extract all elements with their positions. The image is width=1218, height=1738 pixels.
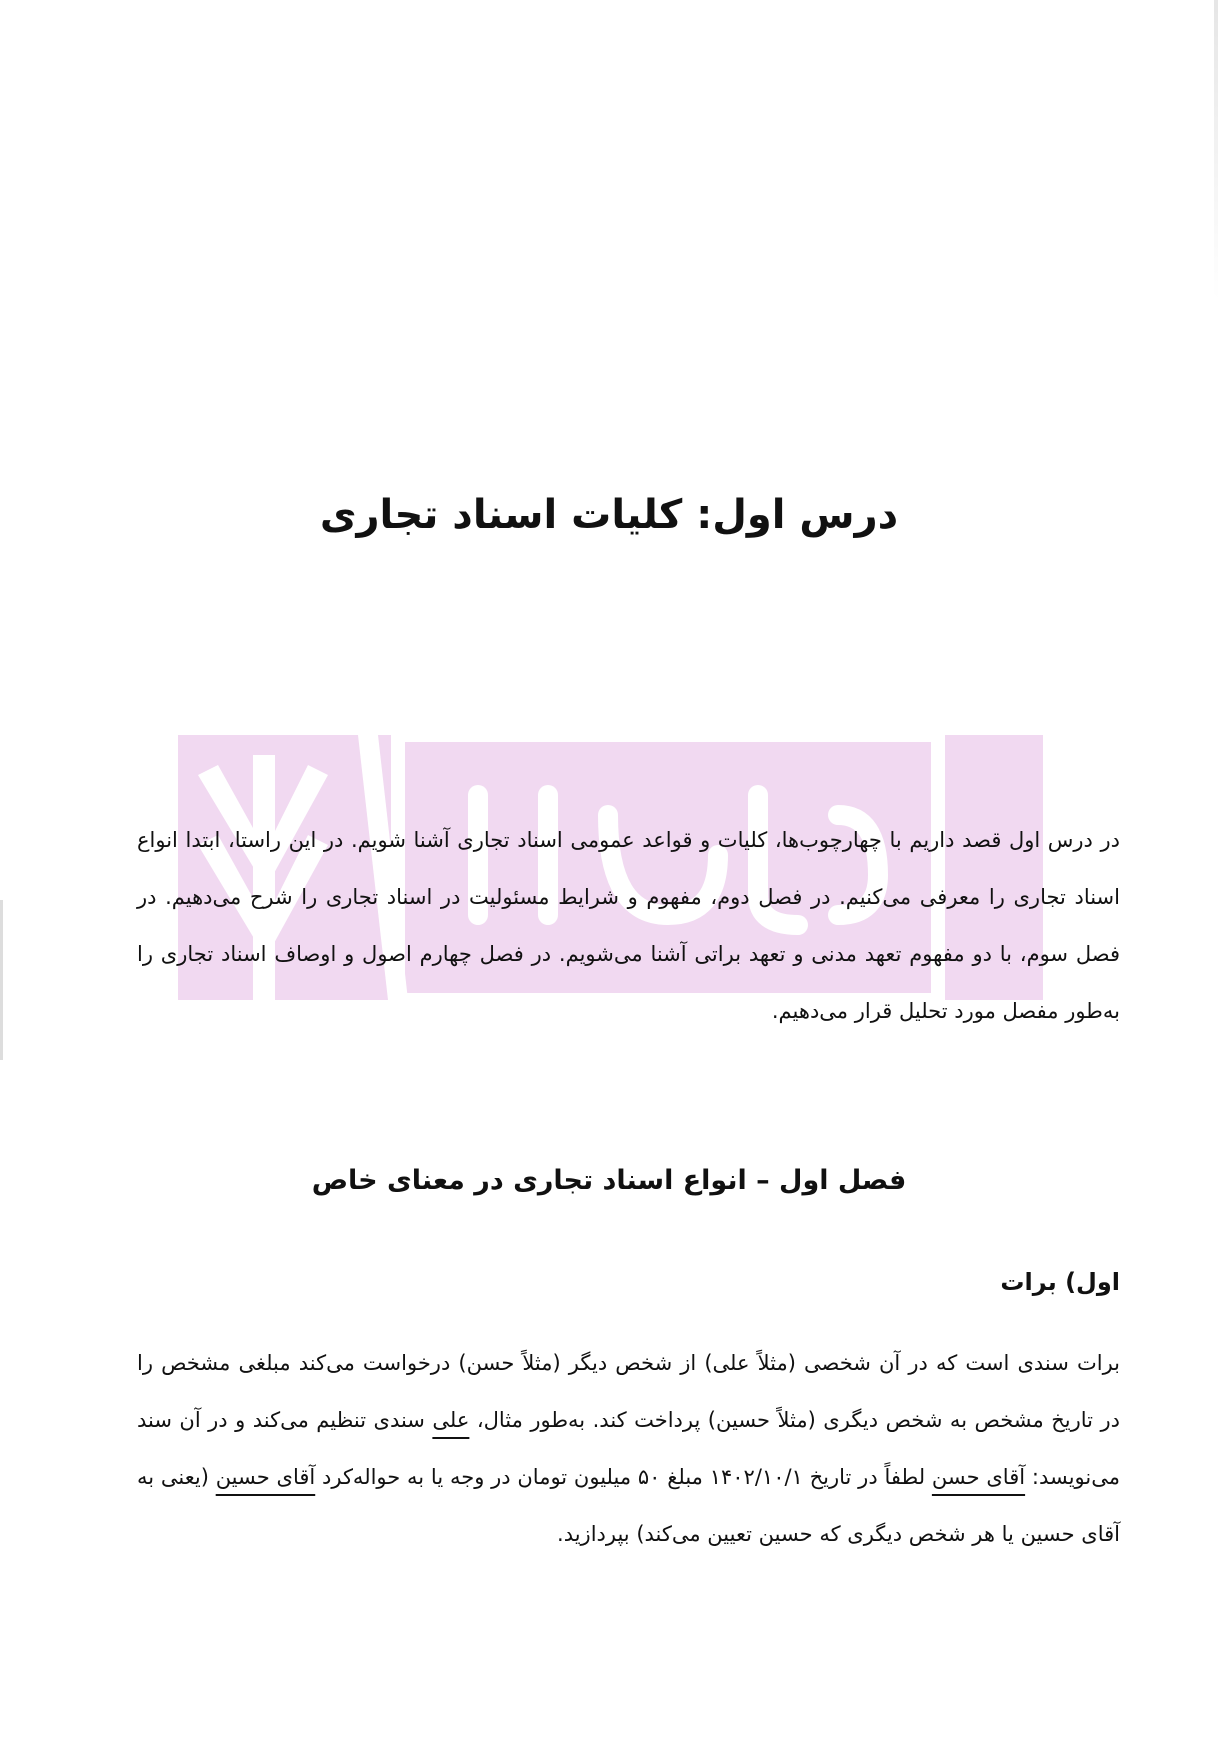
text-run: (یعنی به آقای حسین یا هر شخص دیگری که حسین تعیین می‌کند) بپردازید. [137,1465,1120,1546]
scan-edge [1214,0,1218,300]
underlined-name: علی [432,1408,470,1432]
scan-edge-left [0,900,3,1060]
text-run: برات سندی است که در آن شخصی (مثلاً علی) از شخص دیگر (مثلاً حسن) درخواست می‌کند مبلغی مشخص را در تاریخ مشخص به شخص دیگری (مثلاً حسین) پرداخت کند. به‌طور مثال، [137,1351,1120,1432]
section-heading: اول) برات [1000,1268,1120,1296]
intro-paragraph: در درس اول قصد داریم با چهارچوب‌ها، کلیات و قواعد عمومی اسناد تجاری آشنا شویم. در این راستا، ابتدا انواع اسناد تجاری را معرفی می‌کنیم. در فصل دوم، مفهوم و شرایط مسئولیت در اسناد تجاری را شرح می‌دهیم. در فصل سوم، با دو مفهوم تعهد مدنی و تعهد براتی آشنا می‌شویم. در فصل چهارم اصول و اوصاف اسناد تجاری را به‌طور مفصل مورد تحلیل قرار می‌دهیم. [137,828,1120,1023]
body-paragraph [137,1335,1120,1563]
chapter-heading: فصل اول – انواع اسناد تجاری در معنای خاص [311,1165,907,1196]
text-run: لطفاً در تاریخ ۱۴۰۲/۱۰/۱ مبلغ ۵۰ میلیون تومان در وجه یا به حواله‌کرد [315,1465,932,1489]
lesson-title: درس اول: کلیات اسناد تجاری [319,492,899,538]
underlined-name: آقای حسن [931,1465,1026,1489]
underlined-name: آقای حسین [215,1465,316,1489]
text-run: سندی تنظیم می‌کند و در آن سند می‌نویسد: [137,1408,1120,1489]
